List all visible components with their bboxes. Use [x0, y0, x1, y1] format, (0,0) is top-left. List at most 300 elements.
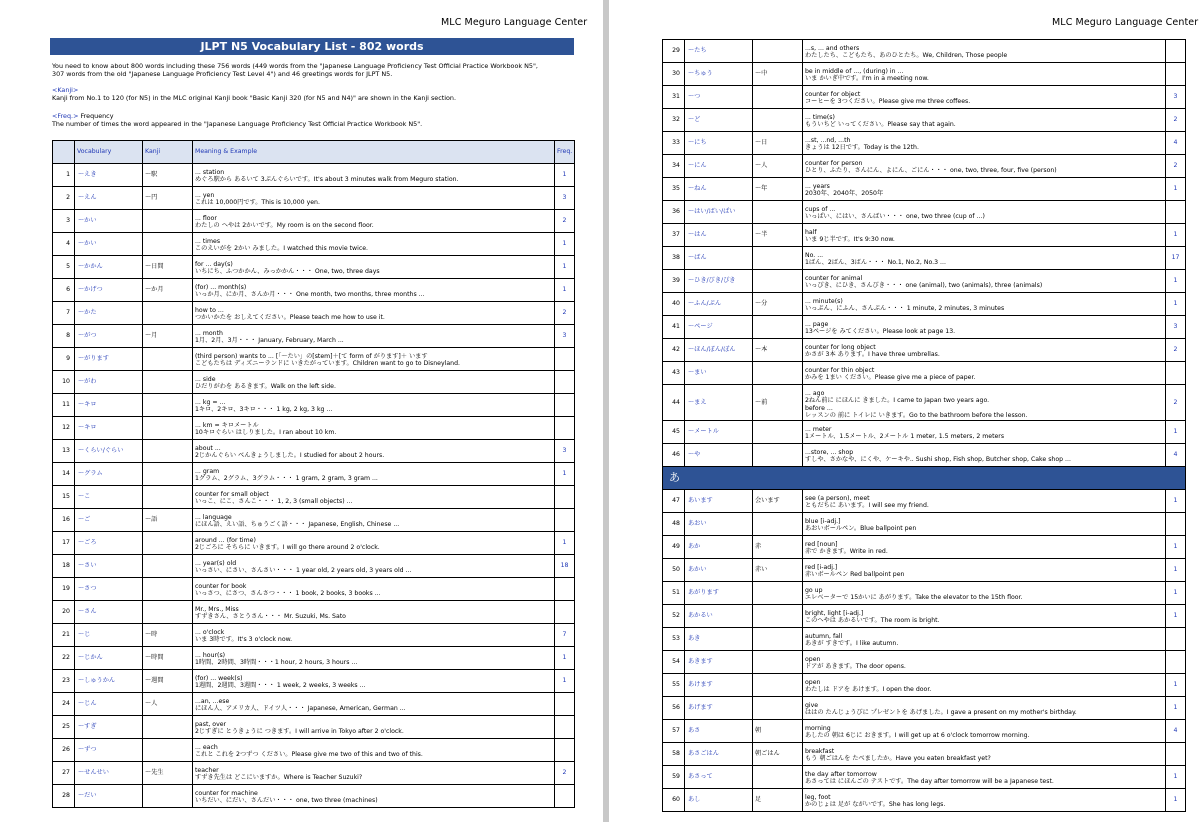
row-number: 4 [53, 233, 75, 256]
meaning-text: counter for long object [805, 344, 876, 351]
meaning-text: give [805, 701, 819, 709]
header-vocabulary: Vocabulary [75, 141, 143, 164]
example-text: いちにち、ふつかかん、みっかかん・・・ One, two, three days [195, 268, 380, 276]
kanji-form: 足 [753, 788, 803, 811]
meaning-cell [193, 394, 555, 417]
table-row [53, 417, 575, 440]
vocab-word: ～メートル [685, 420, 753, 443]
meaning-cell [193, 164, 555, 187]
meaning-cell [193, 440, 555, 463]
kanji-form [753, 86, 803, 109]
example-text: かのじょは 足が ながいです。She has long legs. [805, 801, 946, 809]
meaning-cell [193, 555, 555, 578]
kanji-form [753, 604, 803, 627]
example-text: きょうは 12日です。Today is the 12th. [805, 144, 919, 152]
header-meaning: Meaning & Example [193, 141, 555, 164]
frequency [555, 693, 575, 716]
row-number: 27 [53, 762, 75, 785]
kanji-form [143, 601, 193, 624]
example-text: 13ページを みてください。Please look at page 13. [805, 328, 956, 336]
kanji-form [143, 739, 193, 762]
example-text: ひとり、ふたり、さんにん、よにん、ごにん・・・ one, two, three, four, five (person) [805, 167, 1057, 175]
frequency: 1 [1166, 224, 1186, 247]
meaning-cell [193, 739, 555, 762]
example-text: このへやは あかるいです。The room is bright. [805, 617, 940, 625]
meaning-text: open [805, 678, 821, 686]
vocab-word: ～じかん [75, 647, 143, 670]
vocab-word: ～こ [75, 486, 143, 509]
table-row [663, 788, 1186, 811]
example-text: 1時間、2時間、3時間・・・1 hour, 2 hours, 3 hours ... [195, 659, 358, 667]
table-row [53, 762, 575, 785]
meaning-text: be in middle of ..., (during) in ... [805, 68, 904, 75]
meaning-text: ... minute(s) [805, 298, 843, 305]
meaning-text: counter for book [195, 583, 247, 590]
meaning-text: ... kg = ... [195, 399, 226, 406]
frequency: 1 [555, 279, 575, 302]
vocab-word: ～かい [75, 210, 143, 233]
frequency [555, 785, 575, 808]
frequency: 1 [555, 463, 575, 486]
meaning-text: ... each [195, 744, 218, 751]
frequency [1166, 362, 1186, 385]
table-row [663, 155, 1186, 178]
example-text: いっぴき、にひき、さんびき・・・ one (animal), two (animals), three (animals) [805, 282, 1043, 290]
frequency: 1 [1166, 696, 1186, 719]
row-number: 57 [663, 719, 685, 742]
meaning-cell [193, 325, 555, 348]
kanji-form [753, 201, 803, 224]
frequency: 1 [1166, 788, 1186, 811]
meaning-text: ... year(s) old [195, 560, 237, 567]
kanji-form [143, 486, 193, 509]
meaning-cell [193, 371, 555, 394]
meaning-text: about ... [195, 445, 221, 452]
meaning-cell [193, 624, 555, 647]
vocab-word: ～かい [75, 233, 143, 256]
meaning-cell [803, 627, 1166, 650]
meaning-cell [193, 348, 555, 371]
meaning-cell [193, 785, 555, 808]
vocab-word: ～がります [75, 348, 143, 371]
kanji-form: ～円 [143, 187, 193, 210]
kanji-form [753, 673, 803, 696]
frequency [1166, 742, 1186, 765]
row-number: 59 [663, 765, 685, 788]
frequency [555, 578, 575, 601]
example-text: つかいかたを おしえてください。Please teach me how to use it. [195, 314, 385, 322]
frequency: 1 [1166, 420, 1186, 443]
meaning-cell [803, 201, 1166, 224]
kanji-form [143, 532, 193, 555]
table-row [663, 512, 1186, 535]
freq-text: The number of times the word appeared in the "Japanese Language Proficiency Test Official Practice Workbook N5". [52, 120, 423, 129]
example-text: 1月、2月、3月・・・ January, February, March ... [195, 337, 344, 345]
meaning-cell [803, 385, 1166, 421]
kanji-form [753, 316, 803, 339]
kanji-form [143, 417, 193, 440]
table-row [53, 233, 575, 256]
meaning-cell [803, 316, 1166, 339]
kanji-form: ～人 [143, 693, 193, 716]
frequency: 1 [555, 532, 575, 555]
meaning-cell [803, 247, 1166, 270]
example-text: ははの たんじょうびに プレゼントを あげました。I gave a present on my mother's birthday. [805, 709, 1077, 717]
vocab-word: ～にち [685, 132, 753, 155]
table-row [53, 555, 575, 578]
meaning-text: how to ... [195, 307, 224, 314]
meaning-cell [803, 443, 1166, 466]
frequency: 4 [1166, 132, 1186, 155]
kanji-form [143, 210, 193, 233]
frequency [1166, 40, 1186, 63]
example-text: エレベーターで 15かいに あがります。Take the elevator to the 15th floor. [805, 594, 1023, 602]
row-number: 7 [53, 302, 75, 325]
example-text: ドアが あきます。The door opens. [805, 663, 906, 671]
kanji-form [143, 578, 193, 601]
frequency [1166, 650, 1186, 673]
table-row [53, 279, 575, 302]
vocab-word: ～かげつ [75, 279, 143, 302]
frequency: 17 [1166, 247, 1186, 270]
row-number: 32 [663, 109, 685, 132]
frequency [1166, 201, 1186, 224]
row-number: 43 [663, 362, 685, 385]
row-number: 22 [53, 647, 75, 670]
meaning-cell [803, 742, 1166, 765]
row-number: 39 [663, 270, 685, 293]
meaning-cell [193, 256, 555, 279]
kanji-form [143, 440, 193, 463]
intro-paragraph [52, 62, 572, 79]
meaning-text: ... years [805, 183, 830, 190]
row-number: 3 [53, 210, 75, 233]
header-freq: Freq. [555, 141, 575, 164]
frequency [555, 371, 575, 394]
meaning-text: counter for object [805, 91, 861, 98]
meaning-text: ... station [195, 169, 225, 176]
example-text: あさっては にほんごの テストです。The day after tomorrow will be a Japanese test. [805, 778, 1054, 786]
table-row [53, 601, 575, 624]
row-number: 33 [663, 132, 685, 155]
table-row [53, 302, 575, 325]
example-text: コーヒーを 3つください。Please give me three coffees. [805, 98, 971, 106]
vocab-word: ～まい [685, 362, 753, 385]
meaning-text: around ... (for time) [195, 537, 256, 544]
kanji-form [143, 555, 193, 578]
intro-line-2: 307 words from the old "Japanese Language Proficiency Test Level 4") and 46 greetings words for JLPT N5. [52, 70, 393, 79]
vocab-word: ～や [685, 443, 753, 466]
meaning-text: counter for person [805, 160, 863, 167]
meaning-text: ... ago [805, 390, 825, 397]
section-label: あ [663, 466, 1186, 489]
example-text: いちだい、にだい、さんだい・・・ one, two three (machines) [195, 797, 378, 805]
table-row [53, 210, 575, 233]
kanji-form [753, 443, 803, 466]
vocab-word: ～ごろ [75, 532, 143, 555]
row-number: 15 [53, 486, 75, 509]
meaning-text: autumn, fall [805, 632, 843, 640]
vocab-word: あかい [685, 558, 753, 581]
meaning-text: blue [i-adj.] [805, 517, 841, 525]
vocab-word: ～がわ [75, 371, 143, 394]
kanji-form: ～中 [753, 63, 803, 86]
kanji-form [753, 270, 803, 293]
kanji-form [753, 512, 803, 535]
table-row [663, 719, 1186, 742]
kanji-form [753, 650, 803, 673]
table-row [663, 673, 1186, 696]
row-number: 49 [663, 535, 685, 558]
table-row [663, 63, 1186, 86]
kanji-form: ～人 [753, 155, 803, 178]
example-text: いま 9じ半です。It's 9:30 now. [805, 236, 895, 244]
meaning-cell [803, 293, 1166, 316]
vocab-word: ～さん [75, 601, 143, 624]
table-row [663, 489, 1186, 512]
row-number: 13 [53, 440, 75, 463]
vocab-word: ～はい/ばい/ぱい [685, 201, 753, 224]
meaning-text: ... language [195, 514, 232, 521]
vocab-word: ～つ [685, 86, 753, 109]
row-number: 46 [663, 443, 685, 466]
example-text: すしや、さかなや、にくや、ケーキや.. Sushi shop, Fish shop, Butcher shop, Cake shop ... [805, 456, 1071, 464]
table-row [663, 316, 1186, 339]
row-number: 6 [53, 279, 75, 302]
meaning-text: ... km = キロメートル [195, 422, 259, 429]
table-row [53, 693, 575, 716]
meaning-cell [193, 693, 555, 716]
meaning-cell [193, 647, 555, 670]
kanji-form: ～半 [753, 224, 803, 247]
meaning-cell [193, 417, 555, 440]
row-number: 37 [663, 224, 685, 247]
table-row [663, 40, 1186, 63]
example-text: 2じすぎに とうきょうに つきます。I will arrive in Tokyo after 2 o'clock. [195, 728, 404, 736]
vocab-word: あきます [685, 650, 753, 673]
example-text: いっか月、にか月、さんか月・・・ One month, two months, three months ... [195, 291, 425, 299]
frequency: 1 [1166, 765, 1186, 788]
page-header-right: MLC Meguro Language Center [1052, 17, 1199, 28]
meaning-text: (for) ... month(s) [195, 284, 247, 291]
example-text: 赤いボールペン Red ballpoint pen [805, 571, 905, 579]
kanji-form: ～日間 [143, 256, 193, 279]
meaning-cell [193, 601, 555, 624]
table-row [663, 558, 1186, 581]
example-text: にほん人、アメリカ人、ドイツ人・・・ Japanese, American, German ... [195, 705, 406, 713]
vocab-word: ～しゅうかん [75, 670, 143, 693]
vocab-word: あけます [685, 673, 753, 696]
example-text-2: レッスンの 前に トイレに いきます。Go to the bathroom before the lesson. [805, 412, 1028, 420]
example-text: かさが 3本 あります。I have three umbrellas. [805, 351, 940, 359]
meaning-text: red [noun] [805, 540, 838, 548]
meaning-text: see (a person), meet [805, 494, 870, 502]
example-text: ひだりがわを あるきます。Walk on the left side. [195, 383, 336, 391]
vocab-word: ～さつ [75, 578, 143, 601]
table-row [53, 578, 575, 601]
example-text: めぐろ駅から あるいて 3ぷんぐらいです。It's about 3 minutes walk from Meguro station. [195, 176, 459, 184]
vocab-word: ～グラム [75, 463, 143, 486]
meaning-cell [803, 109, 1166, 132]
kanji-form: ～駅 [143, 164, 193, 187]
frequency: 2 [555, 210, 575, 233]
kanji-form: ～時間 [143, 647, 193, 670]
row-number: 18 [53, 555, 75, 578]
kanji-form: ～分 [753, 293, 803, 316]
meaning-text: ...s, ... and others [805, 45, 860, 52]
vocab-table-left [52, 140, 575, 808]
vocab-word: あき [685, 627, 753, 650]
table-row [53, 785, 575, 808]
meaning-text: cups of ... [805, 206, 836, 213]
table-row [53, 371, 575, 394]
table-row [663, 696, 1186, 719]
table-row [663, 247, 1186, 270]
kanji-form: ～か月 [143, 279, 193, 302]
meaning-cell [193, 532, 555, 555]
example-text: わたしの へやは 2かいです。My room is on the second floor. [195, 222, 374, 230]
vocab-word: ～じ [75, 624, 143, 647]
freq-word: Frequency [78, 112, 114, 120]
meaning-cell [193, 210, 555, 233]
meaning-cell [803, 696, 1166, 719]
example-text: もういちど いってください。Please say that again. [805, 121, 956, 129]
example-text: いっさつ、にさつ、さんさつ・・・ 1 book, 2 books, 3 books ... [195, 590, 381, 598]
row-number: 26 [53, 739, 75, 762]
meaning-text: ... meter [805, 425, 832, 433]
table-row [53, 394, 575, 417]
table-row [53, 440, 575, 463]
meaning-text: No. ... [805, 252, 824, 259]
kanji-form: ～時 [143, 624, 193, 647]
meaning-text: ... floor [195, 215, 217, 222]
meaning-text: ... time(s) [805, 114, 835, 121]
meaning-text: morning [805, 724, 831, 732]
vocab-word: ～にん [685, 155, 753, 178]
vocab-word: ～じん [75, 693, 143, 716]
frequency: 1 [1166, 535, 1186, 558]
row-number: 2 [53, 187, 75, 210]
row-number: 16 [53, 509, 75, 532]
table-row [663, 604, 1186, 627]
kanji-form: ～週間 [143, 670, 193, 693]
row-number: 24 [53, 693, 75, 716]
row-number: 14 [53, 463, 75, 486]
frequency: 3 [555, 187, 575, 210]
kanji-form [753, 247, 803, 270]
meaning-text: bright, light [i-adj.] [805, 609, 864, 617]
row-number: 29 [663, 40, 685, 63]
meaning-cell [193, 509, 555, 532]
meaning-text: ... side [195, 376, 216, 383]
frequency: 1 [555, 233, 575, 256]
frequency: 1 [1166, 673, 1186, 696]
example-text: 1週間、2週間、3週間・・・ 1 week, 2 weeks, 3 weeks ... [195, 682, 366, 690]
table-row [663, 86, 1186, 109]
vocab-word: ～だい [75, 785, 143, 808]
row-number: 5 [53, 256, 75, 279]
frequency [555, 509, 575, 532]
kanji-form: 赤 [753, 535, 803, 558]
frequency: 2 [555, 762, 575, 785]
kanji-form [143, 463, 193, 486]
kanji-form: 朝ごはん [753, 742, 803, 765]
row-number: 36 [663, 201, 685, 224]
meaning-text: ... yen [195, 192, 215, 199]
kanji-text: Kanji from No.1 to 120 (for N5) in the MLC original Kanji book "Basic Kanji 320 (for N5 and N4)" are shown in the Kanji section. [52, 94, 457, 103]
meaning-cell [193, 187, 555, 210]
meaning-text: for ... day(s) [195, 261, 233, 268]
meaning-text: the day after tomorrow [805, 770, 877, 778]
frequency: 1 [555, 164, 575, 187]
meaning-text: past, over [195, 721, 227, 728]
row-number: 47 [663, 489, 685, 512]
example-text: ともだちに あいます。I will see my friend. [805, 502, 929, 510]
meaning-text: counter for thin object [805, 367, 875, 374]
page-gutter [603, 0, 609, 822]
row-number: 44 [663, 385, 685, 421]
table-row [663, 627, 1186, 650]
meaning-text: ...store, ... shop [805, 448, 854, 456]
frequency: 1 [1166, 270, 1186, 293]
vocab-word: ～キロ [75, 394, 143, 417]
vocab-word: ～キロ [75, 417, 143, 440]
table-row [663, 650, 1186, 673]
example-text: かみを 1まい ください。Please give me a piece of paper. [805, 374, 976, 382]
table-row [53, 486, 575, 509]
kanji-form: ～本 [753, 339, 803, 362]
row-number: 35 [663, 178, 685, 201]
frequency: 1 [1166, 581, 1186, 604]
vocab-word: ～ふん/ぷん [685, 293, 753, 316]
kanji-form [143, 785, 193, 808]
kanji-form: ～前 [753, 385, 803, 421]
meaning-text: teacher [195, 767, 219, 774]
meaning-cell [803, 535, 1166, 558]
row-number: 12 [53, 417, 75, 440]
example-text: 1ばん、2ばん、3ばん・・・ No.1, No.2, No.3 ... [805, 259, 946, 267]
meaning-cell [803, 339, 1166, 362]
vocab-word: ～えき [75, 164, 143, 187]
vocab-word: あかるい [685, 604, 753, 627]
meaning-cell [803, 673, 1166, 696]
meaning-cell [803, 788, 1166, 811]
example-text: もう 朝ごはんを たべましたか。Have you eaten breakfast yet? [805, 755, 991, 763]
row-number: 53 [663, 627, 685, 650]
meaning-text: ... o'clock [195, 629, 225, 636]
row-number: 41 [663, 316, 685, 339]
frequency: 7 [555, 624, 575, 647]
page-title: JLPT N5 Vocabulary List - 802 words [50, 38, 574, 55]
meaning-cell [193, 463, 555, 486]
vocab-word: ～さい [75, 555, 143, 578]
table-row [663, 362, 1186, 385]
meaning-cell [803, 650, 1166, 673]
table-row [53, 325, 575, 348]
table-row [663, 270, 1186, 293]
example-text: わたしは ドアを あけます。I open the door. [805, 686, 932, 694]
meaning-cell [803, 489, 1166, 512]
meaning-cell [803, 719, 1166, 742]
table-row [53, 647, 575, 670]
row-number: 8 [53, 325, 75, 348]
table-row [53, 509, 575, 532]
vocab-word: ～ちゅう [685, 63, 753, 86]
row-number: 48 [663, 512, 685, 535]
vocab-word: ～かかん [75, 256, 143, 279]
meaning-cell [193, 762, 555, 785]
vocab-table-right [662, 39, 1186, 812]
